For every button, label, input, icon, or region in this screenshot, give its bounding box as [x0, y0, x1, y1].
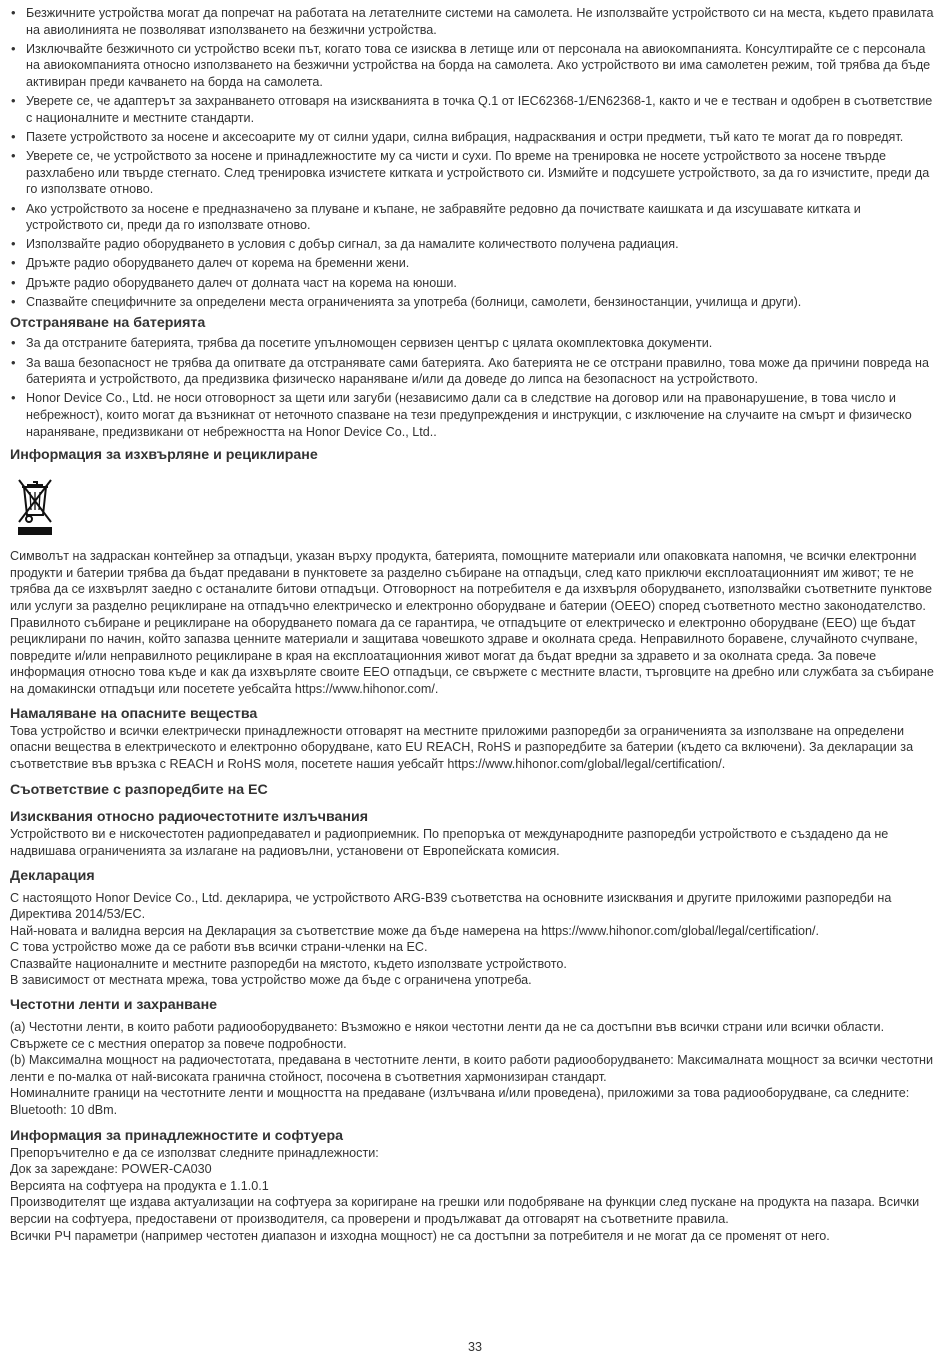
accessories-line: Версията на софтуера на продукта е 1.1.0.1: [10, 1178, 269, 1193]
list-item: • Спазвайте специфичните за определени места ограниченията за употреба (болници, самолети, бензиностанции, училища и други).: [10, 294, 940, 311]
accessories-line: Препоръчително е да се използват следните принадлежности:: [10, 1145, 379, 1160]
accessories-line: Док за зареждане: POWER-CA030: [10, 1162, 212, 1177]
recycling-paragraph: Правилното събиране и рециклиране на оборудването помага да се гарантира, че отпадъците от електрическо и електронно оборудване (ЕЕО) ще бъдат рециклирани по начин, който запазва ценните материали и защитава човешкото здраве и околната среда. Неправилното боравене, случайното счупване, повредите и/или неправилното рециклиране в края на експлоатационния живот могат да бъдат вредни за здравето и за околната среда. За повече информация относно това къде и как да изхвърляте своите ЕЕО отпадъци, се свържете с местните власти, търговците на дребно или службата за събиране на домакински отпадъци или посетете уебсайта https://www.hihonor.com/.: [10, 615, 934, 696]
declaration-line: Най-новата и валидна версия на Декларация за съответствие може да бъде намерена на https://www.hihonor.com/global/legal/certification/.: [10, 923, 820, 938]
battery-removal-heading: Отстраняване на батерията: [10, 315, 206, 332]
frequency-bands-line: (a) Честотни ленти, в които работи радиооборудването: Възможно е някои честотни ленти да не са достъпни във всички страни или всички области. Свържете се с местния оператор за повече подробности.: [10, 1020, 885, 1051]
list-item: • За ваша безопасност не трябва да опитвате да отстранявате сами батерията. Ако батерията не се отстрани правилно, това може да причини повреда на батерията и устройството, да предизвика физическо нараняване и/или да доведе до липса на безопасност на устройството.: [10, 355, 940, 388]
hazardous-substances-heading: Намаляване на опасните вещества: [10, 705, 258, 722]
crossed-out-wheelie-bin-icon: [14, 474, 940, 538]
eu-compliance-heading: Съответствие с разпоредбите на ЕС: [10, 782, 268, 799]
recycling-heading: Информация за изхвърляне и рециклиране: [10, 447, 318, 464]
hazardous-substances-text: Това устройство и всички електрически принадлежности отговарят на местните приложими разпоредби за ограниченията за използване на определени опасни вещества в електрическото и електронно оборудване, като EU REACH, RoHS и разпоредбите за батерии (където са включени). За декларации за съответствие във връзка с REACH и RoHS моля, посетете нашия уебсайт https://www.hihonor.com/global/legal/certification/.: [10, 723, 914, 771]
safety-bullet-list: [10, 5, 940, 310]
declaration-line: Спазвайте националните и местните разпоредби на мястото, където използвате устройството.: [10, 956, 567, 971]
list-item: • За да отстраните батерията, трябва да посетите упълномощен сервизен център с цялата окомплектовка документи.: [10, 335, 940, 352]
accessories-line: Всички РЧ параметри (например честотен диапазон и изходна мощност) не са достъпни за потребителя и не могат да се променят от него.: [10, 1228, 830, 1243]
list-item: • Honor Device Co., Ltd. не носи отговорност за щети или загуби (независимо дали са в следствие на договор или на правонарушение, в това число и небрежност), които могат да възникнат от неточното спазване на тези предупреждения и инструкции, с изключение на случаите на смърт и физическо нараняване, предизвикани от небрежността на Honor Device Co., Ltd..: [10, 390, 940, 440]
list-item: • Безжичните устройства могат да попречат на работата на летателните системи на самолета. Не използвайте устройството си на места, където правилата на авиолинията не позволяват използването на безжични устройства.: [10, 5, 940, 38]
list-item: • Дръжте радио оборудването далеч от корема на бременни жени.: [10, 255, 940, 272]
rf-requirements-text: Устройството ви е нискочестотен радиопредавател и радиоприемник. По препоръка от международните разпоредби устройството е създадено да не надвишава ограниченията за излагане на радиовълни, установени от Европейската комисия.: [10, 827, 889, 858]
document-page: [10, 5, 940, 1244]
accessories-line: Производителят ще издава актуализации на софтуера за коригиране на грешки или подобряване на функции след пускане на продукта на пазара. Всички версии на софтуера, предоставени от производителя, са проверени и продължават да отговарят на съответните правила.: [10, 1195, 920, 1226]
rf-requirements-heading: Изисквания относно радиочестотните излъчвания: [10, 809, 368, 826]
page-number: 33: [467, 1340, 482, 1354]
list-item: • Уверете се, че адаптерът за захранването отговаря на изискванията в точка Q.1 от IEC62368-1/EN62368-1, както и че е тестван и одобрен в съответствие с националните и местните стандарти.: [10, 93, 940, 126]
list-item: • Дръжте радио оборудването далеч от долната част на корема на юноши.: [10, 275, 940, 292]
declaration-heading: Декларация: [10, 867, 95, 884]
frequency-bands-line: (b) Максимална мощност на радиочестотата, предавана в честотните ленти, в които работи радиооборудването: Максималната мощност за всички честотни ленти е по-малка от най-високата гранична стойност, посочена в съответния хармонизиран стандарт.: [10, 1053, 934, 1084]
declaration-line: В зависимост от местната мрежа, това устройство може да бъде с ограничена употреба.: [10, 973, 532, 988]
battery-bullet-list: [10, 335, 940, 440]
list-item: • Пазете устройството за носене и аксесоарите му от силни удари, силна вибрация, надрасквания и остри предмети, тъй като те могат да го повредят.: [10, 129, 940, 146]
recycling-paragraph: Символът на задраскан контейнер за отпадъци, указан върху продукта, батерията, помощните материали или опаковката напомня, че всички електронни продукти и батерии трябва да бъдат предавани в пунктовете за разделно събиране на отпадъци, след като приключи експлоатационният им живот; те не трябва да се изхвърлят заедно с останалите битови отпадъци. Отговорност на потребителя е да изхвърля оборудването, използвайки съответните пунктове или услуги за разделно рециклиране на отпадъчно електрическо и електронно оборудване и батерии (ОЕЕО) според съответното местно законодателство.: [10, 549, 933, 613]
declaration-line: С настоящото Honor Device Co., Ltd. декларира, че устройството ARG-B39 съответства на основните изисквания и другите приложими разпоредби на Директива 2014/53/ЕС.: [10, 890, 892, 922]
accessories-software-heading: Информация за принадлежностите и софтуера: [10, 1127, 343, 1144]
list-item: • Използвайте радио оборудването в условия с добър сигнал, за да намалите количеството получена радиация.: [10, 236, 940, 253]
frequency-bands-line: Номиналните граници на честотните ленти и мощността на предаване (излъчвана и/или проведена), приложими за това радиооборудване, са следните: Bluetooth: 10 dBm.: [10, 1086, 910, 1118]
declaration-line: С това устройство може да се работи във всички страни-членки на ЕС.: [10, 940, 428, 955]
frequency-bands-heading: Честотни ленти и захранване: [10, 997, 218, 1014]
list-item: • Уверете се, че устройството за носене и принадлежностите му са чисти и сухи. По време на тренировка не носете устройството за носене твърде разхлабено или твърде стегнато. След тренировка изчистете китката и устройството си. Измийте и подсушете устройството, за да го изчистите, преди да го използвате отново.: [10, 148, 940, 198]
list-item: • Изключвайте безжичното си устройство всеки път, когато това се изисква в летище или от персонала на авиокомпанията. Консултирайте се с персонала на авиокомпанията относно използването на безжични устройства на борда на самолета. Ако устройството ви има самолетен режим, той трябва да бъде активиран преди качването на борда на самолета.: [10, 41, 940, 91]
list-item: • Ако устройството за носене е предназначено за плуване и къпане, не забравяйте редовно да почиствате каишката и да изсушавате китката и устройството си, преди да го използвате отново.: [10, 201, 940, 234]
